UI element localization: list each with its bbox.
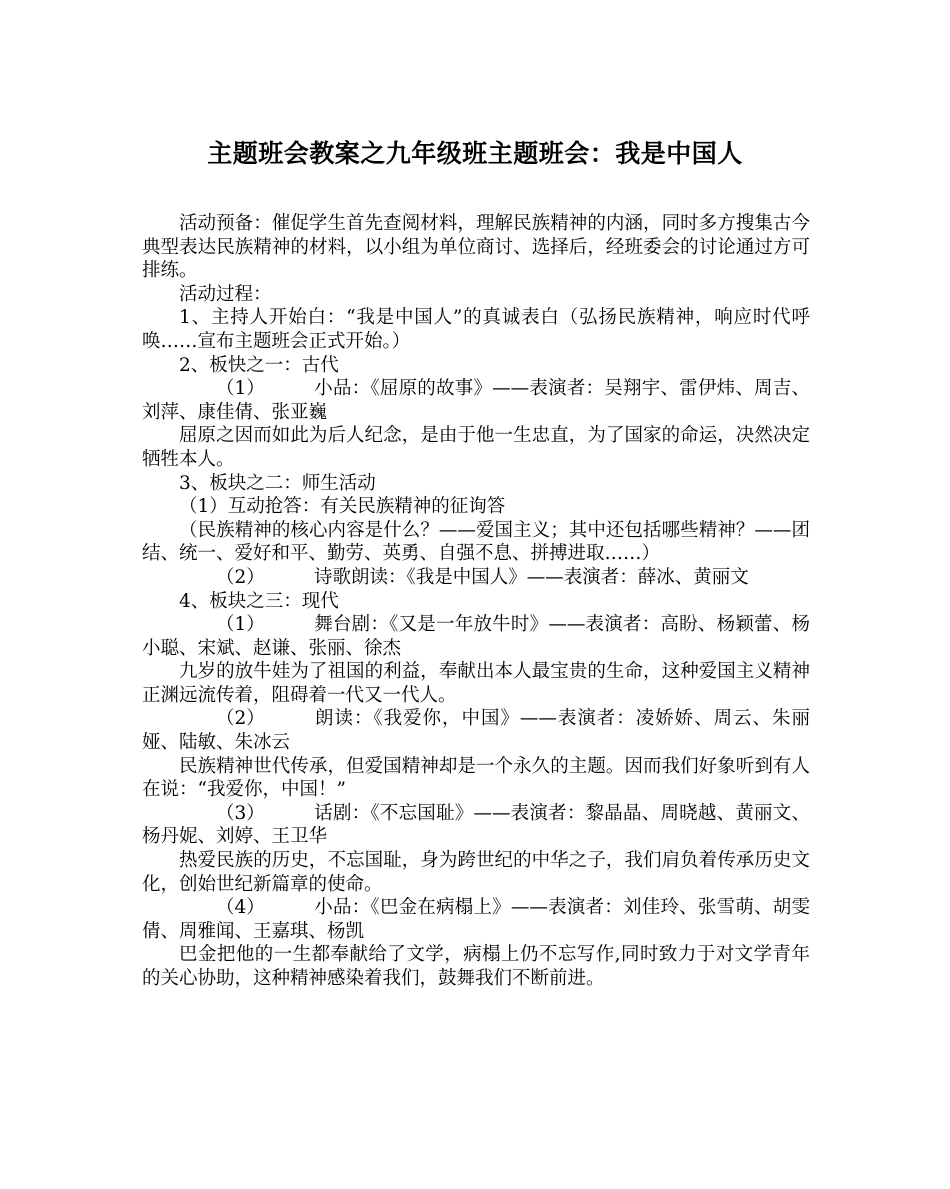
item-number: （2） <box>216 566 265 588</box>
paragraph-process-heading: 活动过程： <box>179 283 272 305</box>
paragraph-item <box>142 377 810 424</box>
item-number: （2） <box>216 708 265 730</box>
item-number: （1） <box>216 378 265 400</box>
paragraph-item <box>142 613 810 660</box>
paragraph-quiz-detail: （民族精神的核心内容是什么？——爱国主义；其中还包括哪些精神？——团结、统一、爱好和平、勤劳、英勇、自强不息、拼搏进取……） <box>142 519 810 565</box>
item-number: （3） <box>216 802 265 824</box>
paragraph-host-opening: 1、主持人开始白：“我是中国人”的真诚表白（弘扬民族精神，响应时代呼唤……宣布主题班会正式开始。） <box>142 307 810 352</box>
paragraph-love-china: 民族精神世代传承，但爱国精神却是一个永久的主题。因而我们好象听到有人在说：“我爱你，中国！” <box>142 755 810 801</box>
item-text: 舞台剧：《又是一年放牛时》——表演者：高盼、杨颖蕾、杨小聪、宋斌、赵谦、张丽、徐杰 <box>142 614 810 659</box>
paragraph-item <box>142 802 810 849</box>
item-number: （4） <box>216 897 265 919</box>
paragraph-item <box>142 896 810 943</box>
item-text: 小品：《屈原的故事》——表演者：吴翔宇、雷伊炜、周吉、刘萍、康佳倩、张亚巍 <box>142 378 810 423</box>
item-text: 话剧：《不忘国耻》——表演者：黎晶晶、周晓越、黄丽文、杨丹妮、刘婷、王卫华 <box>142 802 810 848</box>
item-text: 诗歌朗读：《我是中国人》——表演者：薛冰、黄丽文 <box>314 566 749 588</box>
paragraph-history: 热爱民族的历史，不忘国耻，身为跨世纪的中华之子，我们肩负着传承历史文化，创始世纪新篇章的使命。 <box>142 850 810 895</box>
paragraph-quiz: （1）互动抢答：有关民族精神的征询答 <box>179 496 506 518</box>
paragraph-quyuan: 屈原之因而如此为后人纪念，是由于他一生忠直，为了国家的命运，决然决定牺牲本人。 <box>142 425 810 470</box>
paragraph-bajin: 巴金把他的一生都奉献给了文学，病榻上仍不忘写作,同时致力于对文学青年的关心协助，这种精神感染着我们，鼓舞我们不断前进。 <box>142 944 810 989</box>
item-number: （1） <box>216 614 265 636</box>
item-text: 小品：《巴金在病榻上》——表演者：刘佳玲、张雪萌、胡雯倩、周雅闻、王嘉琪、杨凯 <box>142 897 810 942</box>
document-body <box>142 212 810 991</box>
paragraph-preparation: 活动预备：催促学生首先查阅材料，理解民族精神的内涵，同时多方搜集古今典型表达民族精神的材料，以小组为单位商讨、选择后，经班委会的讨论通过方可排练。 <box>142 213 810 282</box>
paragraph-cowherd: 九岁的放牛娃为了祖国的利益，奉献出本人最宝贵的生命，这种爱国主义精神正渊远流传着，阻碍着一代又一代人。 <box>142 661 810 706</box>
paragraph-section-modern: 4、板块之三：现代 <box>179 590 339 612</box>
document-title: 主题班会教案之九年级班主题班会：我是中国人 <box>207 139 743 168</box>
paragraph-section-ancient: 2、板快之一：古代 <box>179 354 339 376</box>
paragraph-section-activity: 3、板块之二：师生活动 <box>179 472 376 494</box>
paragraph-item <box>142 707 810 754</box>
item-text: 朗读：《我爱你，中国》——表演者：凌娇娇、周云、朱丽娅、陆敏、朱冰云 <box>142 708 810 754</box>
paragraph-item <box>142 566 810 590</box>
